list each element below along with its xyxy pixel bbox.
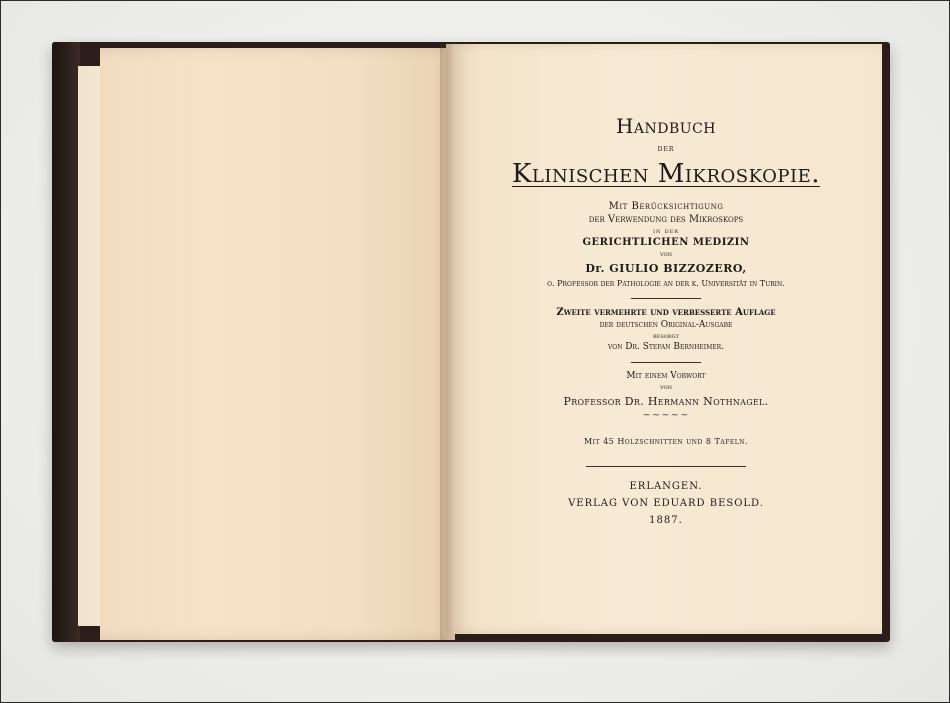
left-page — [100, 48, 455, 640]
spine-shadow — [440, 44, 454, 640]
edition-line-3: besorgt — [653, 332, 679, 340]
subtitle-4: GERICHTLICHEN MEDIZIN — [582, 237, 750, 248]
author-name: Dr. GIULIO BIZZOZERO, — [585, 262, 747, 275]
imprint-place: ERLANGEN. — [629, 481, 703, 492]
subtitle-3: in der — [653, 227, 679, 235]
imprint-publisher: VERLAG VON EDUARD BESOLD. — [568, 498, 764, 509]
ornament: ~~~~~ — [642, 410, 690, 421]
foreword-line-2: von — [660, 383, 672, 391]
edition-line-2: der deutschen Original-Ausgabe — [599, 320, 733, 330]
illustrations-note: Mit 45 Holzschnitten und 8 Tafeln. — [583, 437, 748, 446]
author-title: o. Professor der Pathologie an der k. Universität in Turin. — [547, 279, 785, 288]
title-main: Klinischen Mikroskopie. — [512, 159, 820, 189]
subtitle-1: Mit Berücksichtigung — [608, 201, 724, 212]
title-handbuch: Handbuch — [615, 114, 717, 138]
edition-line-4: von Dr. Stefan Bernheimer. — [608, 342, 724, 352]
subtitle-5: von — [660, 250, 672, 258]
title-der: der — [657, 144, 675, 153]
divider-rule-2 — [631, 362, 701, 363]
divider-rule — [631, 298, 701, 299]
divider-rule-long — [586, 466, 746, 467]
imprint-year: 1887. — [649, 515, 683, 526]
foreword-line-3: Professor Dr. Hermann Nothnagel. — [563, 395, 769, 408]
subtitle-2: der Verwendung des Mikroskops — [588, 214, 744, 225]
title-text-block — [466, 110, 866, 526]
edition-line-1: Zweite vermehrte und verbesserte Auflage — [556, 307, 776, 318]
cover-edge — [52, 42, 80, 642]
foreword-line-1: Mit einem Vorwort — [626, 371, 706, 381]
